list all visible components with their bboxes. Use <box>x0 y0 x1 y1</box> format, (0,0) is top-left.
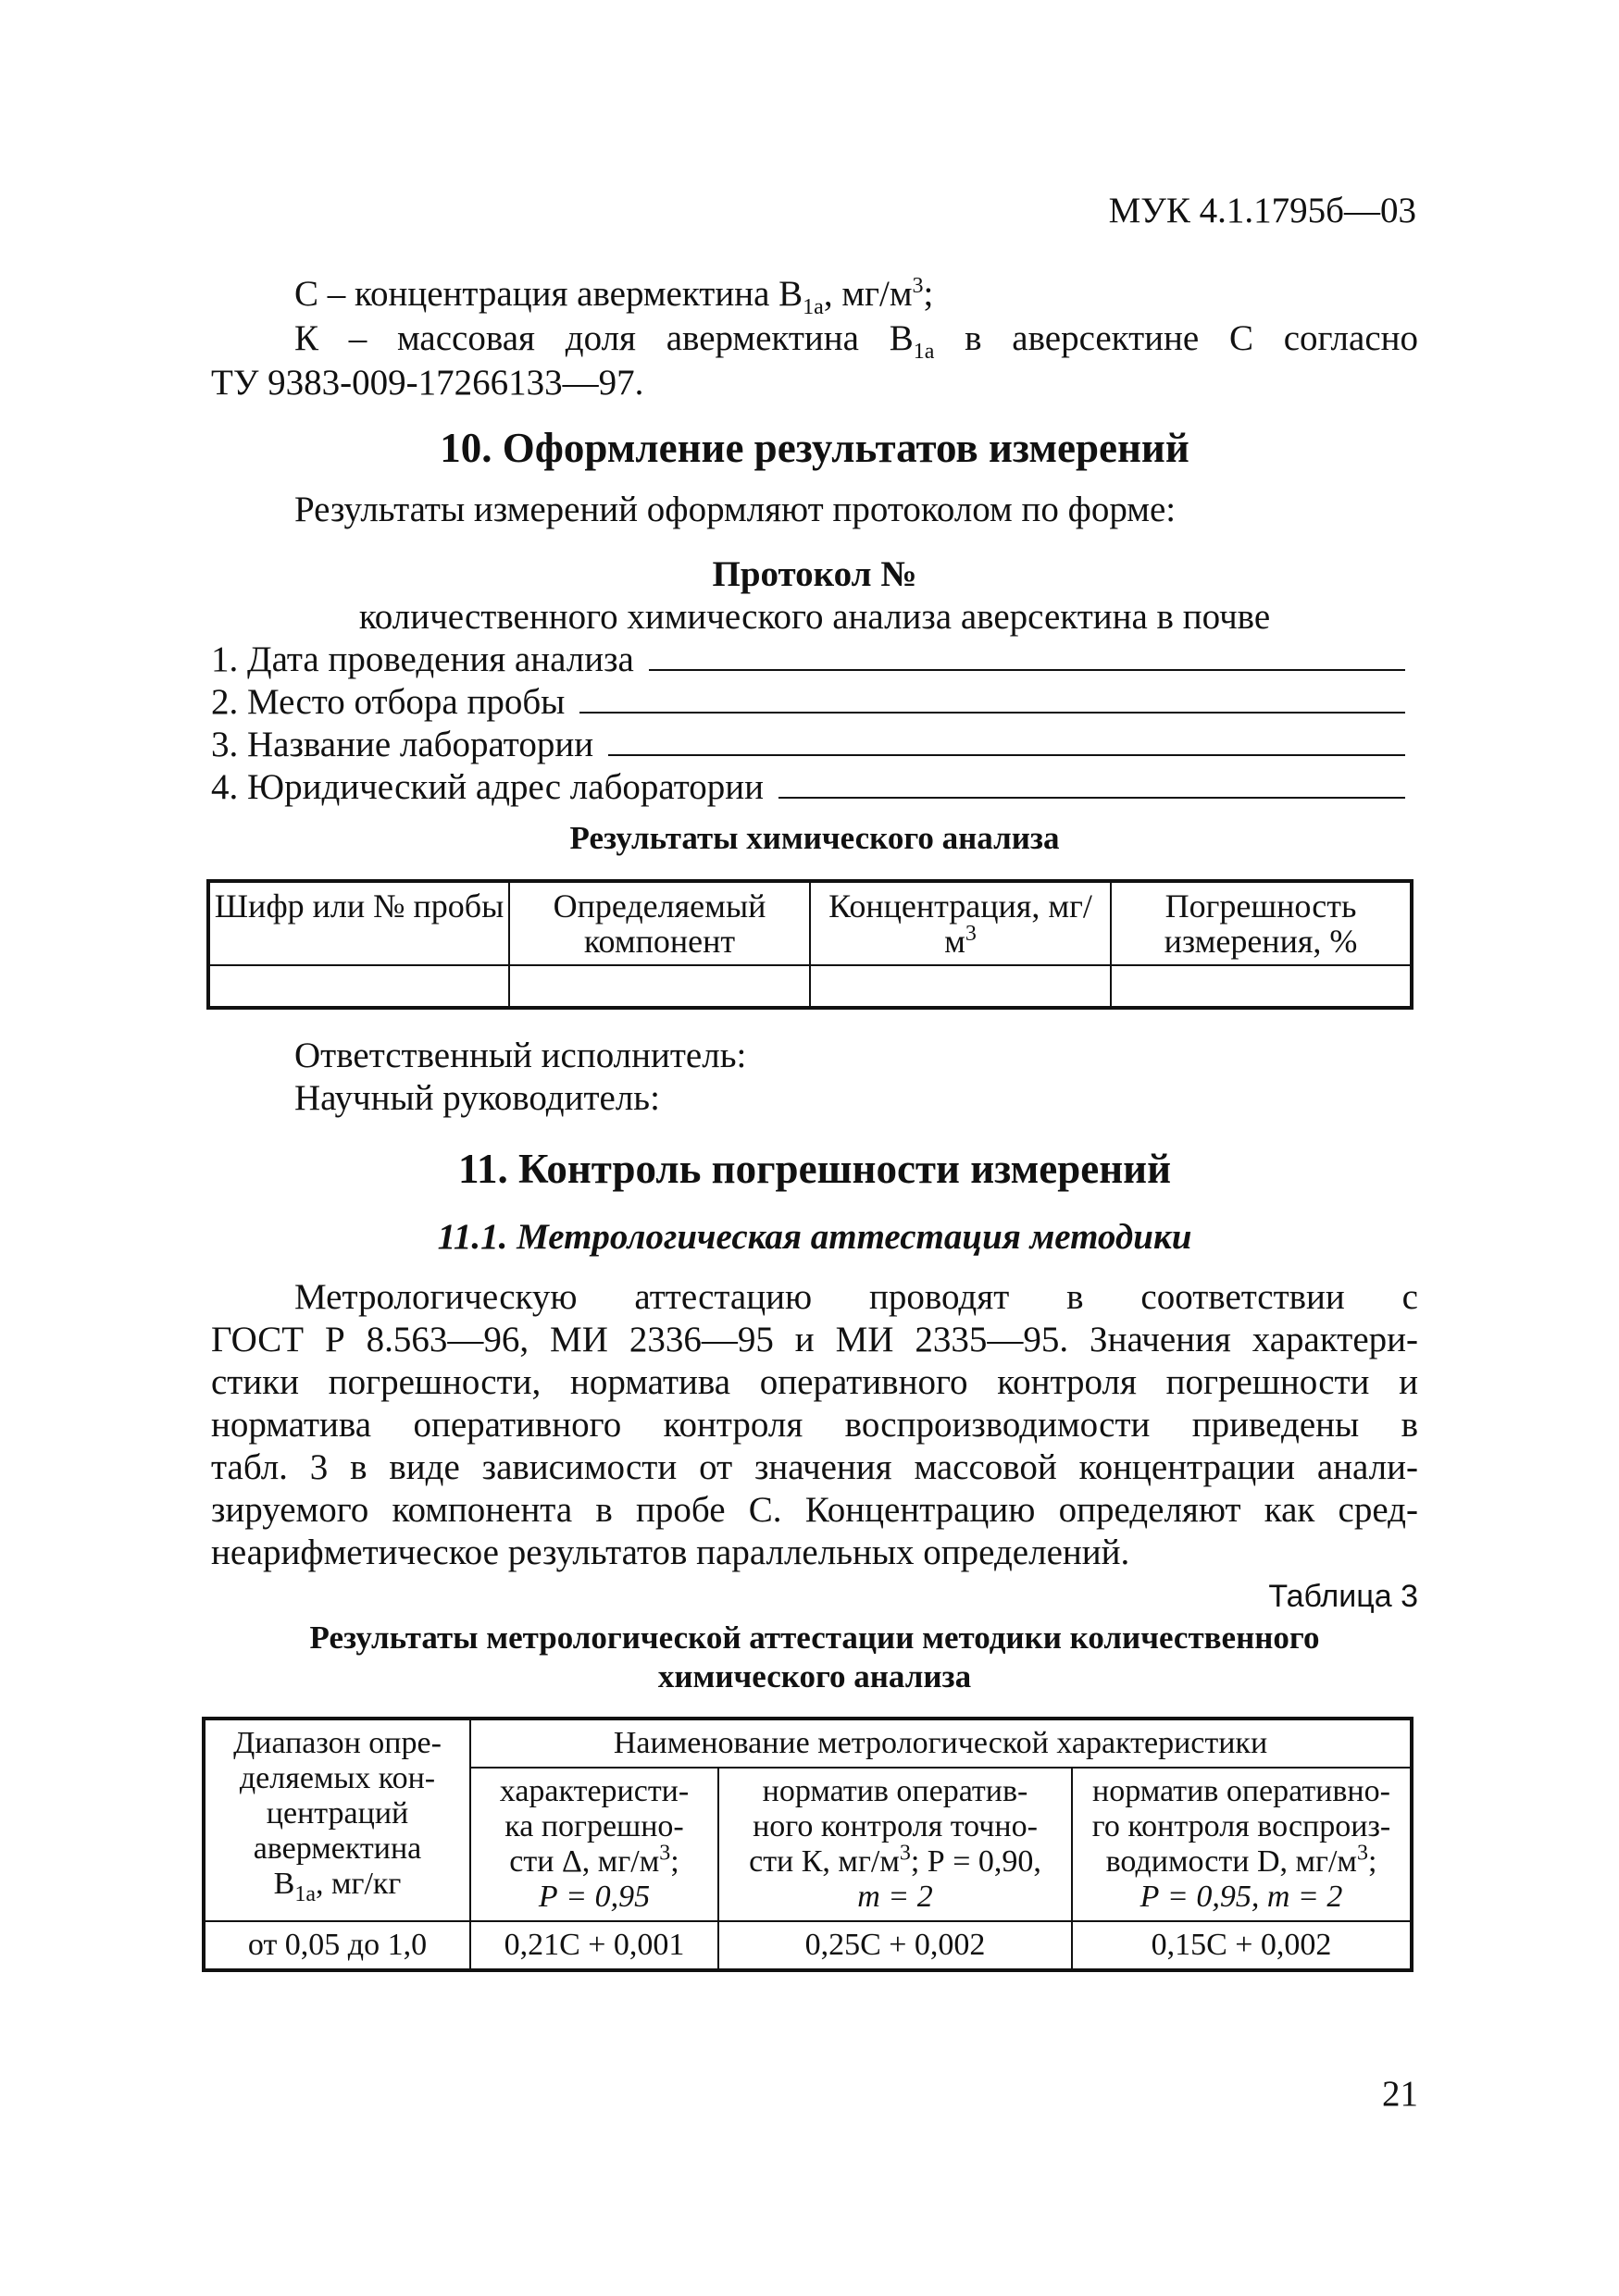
definition-k: К – массовая доля авермектина $В_{1а}$ в аверсектине С согласно <box>294 318 1418 364</box>
table-cell[interactable] <box>1111 965 1412 1008</box>
table-cell[interactable] <box>208 965 509 1008</box>
table-cell: 0,25С + 0,002 <box>718 1921 1072 1970</box>
table-cell: 0,21С + 0,001 <box>470 1921 718 1970</box>
field-lab-name: 3. Название лаборатории <box>211 724 1405 766</box>
field-sampling-place: 2. Место отбора пробы <box>211 681 1405 724</box>
table-header-row <box>208 881 1412 965</box>
table-header-row <box>204 1719 1412 1768</box>
paragraph-line: неарифметическое результатов параллельных определений. <box>211 1533 1130 1572</box>
table-cell[interactable] <box>509 965 810 1008</box>
field-analysis-date: 1. Дата проведения анализа <box>211 639 1405 681</box>
section-10-title: 10. Оформление результатов измерений <box>440 425 1189 471</box>
field-blank-line[interactable] <box>579 684 1405 714</box>
results-table <box>206 879 1414 1010</box>
header-cell-error-characteristic: характеристи- ка погрешно- сти Δ, $мг/м^3$; Р = 0,95 <box>470 1768 718 1921</box>
header-cell-concentration: Концентрация, $мг/м^3$ <box>810 881 1111 965</box>
table-row <box>204 1921 1412 1970</box>
protocol-fields <box>211 639 1405 809</box>
paragraph-line: стики погрешности, норматива оперативного контроля погрешности и <box>211 1362 1418 1402</box>
table-label: Таблица 3 <box>1268 1579 1418 1614</box>
header-cell-component: Определяемый компонент <box>509 881 810 965</box>
field-blank-line[interactable] <box>778 769 1405 799</box>
paragraph-line: зируемого компонента в пробе С. Концентрацию определяют как сред- <box>211 1490 1418 1530</box>
section-10-intro: Результаты измерений оформляют протоколом по форме: <box>294 490 1177 529</box>
table-cell[interactable] <box>810 965 1111 1008</box>
protocol-title: Протокол № <box>712 554 917 594</box>
metrology-table <box>202 1717 1414 1972</box>
page-number: 21 <box>1382 2074 1418 2114</box>
header-cell-reproducibility-standard: норматив оперативно- го контроля воспроиз- водимости D, $мг/м^3$; Р = 0,95, m = 2 <box>1072 1768 1412 1921</box>
table-cell: от 0,05 до 1,0 <box>204 1921 470 1970</box>
table-3-title-continued: химического анализа <box>657 1658 972 1694</box>
table-cell: 0,15С + 0,002 <box>1072 1921 1412 1970</box>
responsible-executor: Ответственный исполнитель: <box>294 1036 747 1075</box>
table-row <box>208 965 1412 1008</box>
scientific-supervisor: Научный руководитель: <box>294 1078 660 1118</box>
section-11-title: 11. Контроль погрешности измерений <box>457 1146 1172 1192</box>
header-cell-group: Наименование метрологической характеристики <box>470 1719 1412 1768</box>
paragraph-line: ГОСТ Р 8.563—96, МИ 2336—95 и МИ 2335—95. Значения характери- <box>211 1320 1418 1359</box>
paragraph-line: норматива оперативного контроля воспроизводимости приведены в <box>211 1405 1418 1445</box>
results-table-title: Результаты химического анализа <box>569 820 1060 856</box>
paragraph-line: Метрологическую аттестацию проводят в соответствии с <box>294 1277 1418 1317</box>
header-cell-sample: Шифр или № пробы <box>208 881 509 965</box>
table-3-title: Результаты метрологической аттестации методики количественного <box>309 1620 1320 1656</box>
field-blank-line[interactable] <box>649 641 1405 671</box>
section-11-1-subtitle: 11.1. Метрологическая аттестация методики <box>437 1217 1192 1257</box>
protocol-subtitle: количественного химического анализа аверсектина в почве <box>358 597 1271 637</box>
field-blank-line[interactable] <box>608 726 1405 756</box>
header-cell-error: Погрешность измерения, % <box>1111 881 1412 965</box>
field-lab-address: 4. Юридический адрес лаборатории <box>211 766 1405 809</box>
paragraph-line: табл. 3 в виде зависимости от значения массовой концентрации анали- <box>211 1447 1418 1487</box>
definition-c: С – концентрация авермектина $В_{1а}$, $мг/м^3$; <box>294 274 934 319</box>
header-cell-range: Диапазон опре- деляемых кон- центраций авермектина $В_{1а}$, мг/кг <box>204 1719 470 1921</box>
definition-k-continued: ТУ 9383-009-17266133—97. <box>211 363 644 403</box>
header-cell-accuracy-standard: норматив оператив- ного контроля точно- сти К, $мг/м^3$; Р = 0,90, m = 2 <box>718 1768 1072 1921</box>
document-code: МУК 4.1.1795б—03 <box>1108 191 1416 230</box>
